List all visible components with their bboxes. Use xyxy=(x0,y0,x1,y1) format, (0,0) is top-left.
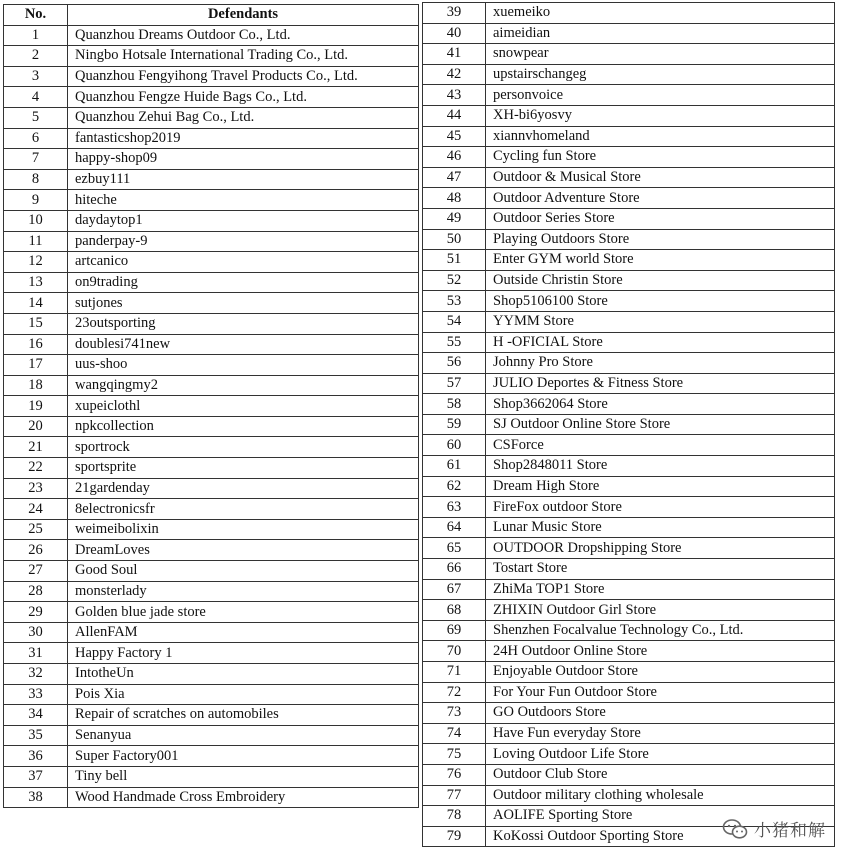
row-number: 30 xyxy=(4,622,68,643)
row-number: 60 xyxy=(423,435,486,456)
row-number: 50 xyxy=(423,229,486,250)
table-row xyxy=(4,210,419,231)
defendant-name: xiannvhomeland xyxy=(486,126,835,147)
row-number: 56 xyxy=(423,353,486,374)
table-row xyxy=(423,435,835,456)
table-row xyxy=(423,620,835,641)
defendant-name: xuemeiko xyxy=(486,3,835,24)
defendant-name: npkcollection xyxy=(68,416,419,437)
row-number: 64 xyxy=(423,517,486,538)
header-no: No. xyxy=(4,5,68,26)
table-row xyxy=(423,353,835,374)
table-row xyxy=(423,3,835,24)
defendant-name: Super Factory001 xyxy=(68,746,419,767)
defendant-name: sportrock xyxy=(68,437,419,458)
defendant-name: Outdoor Adventure Store xyxy=(486,188,835,209)
header-row xyxy=(4,5,419,26)
row-number: 18 xyxy=(4,375,68,396)
defendants-table-left xyxy=(3,4,419,808)
row-number: 67 xyxy=(423,579,486,600)
defendant-name: wangqingmy2 xyxy=(68,375,419,396)
defendant-name: Senanyua xyxy=(68,725,419,746)
defendant-name: Pois Xia xyxy=(68,684,419,705)
row-number: 10 xyxy=(4,210,68,231)
row-number: 51 xyxy=(423,250,486,271)
table-row xyxy=(423,229,835,250)
row-number: 33 xyxy=(4,684,68,705)
table-row xyxy=(4,622,419,643)
table-row xyxy=(4,107,419,128)
row-number: 23 xyxy=(4,478,68,499)
row-number: 37 xyxy=(4,766,68,787)
table-row xyxy=(423,64,835,85)
table-row xyxy=(423,559,835,580)
row-number: 52 xyxy=(423,270,486,291)
row-number: 62 xyxy=(423,476,486,497)
row-number: 59 xyxy=(423,414,486,435)
table-row xyxy=(4,787,419,808)
row-number: 11 xyxy=(4,231,68,252)
defendant-name: Outdoor military clothing wholesale xyxy=(486,785,835,806)
defendant-name: Tostart Store xyxy=(486,559,835,580)
table-row xyxy=(4,334,419,355)
row-number: 16 xyxy=(4,334,68,355)
table-row xyxy=(4,293,419,314)
table-row xyxy=(423,476,835,497)
row-number: 71 xyxy=(423,662,486,683)
defendant-name: AllenFAM xyxy=(68,622,419,643)
row-number: 22 xyxy=(4,458,68,479)
defendant-name: ZHIXIN Outdoor Girl Store xyxy=(486,600,835,621)
row-number: 15 xyxy=(4,313,68,334)
row-number: 44 xyxy=(423,105,486,126)
table-row xyxy=(4,519,419,540)
table-row xyxy=(423,126,835,147)
defendant-name: IntotheUn xyxy=(68,664,419,685)
defendant-name: Ningbo Hotsale International Trading Co., Ltd. xyxy=(68,46,419,67)
defendant-name: Enter GYM world Store xyxy=(486,250,835,271)
table-row xyxy=(4,252,419,273)
defendant-name: Lunar Music Store xyxy=(486,517,835,538)
table-row xyxy=(423,250,835,271)
table-row xyxy=(423,23,835,44)
table-row xyxy=(4,705,419,726)
table-row xyxy=(4,437,419,458)
defendant-name: Repair of scratches on automobiles xyxy=(68,705,419,726)
row-number: 40 xyxy=(423,23,486,44)
row-number: 47 xyxy=(423,167,486,188)
defendant-name: Shop3662064 Store xyxy=(486,394,835,415)
defendant-name: Shop2848011 Store xyxy=(486,456,835,477)
table-row xyxy=(4,190,419,211)
defendant-name: Outdoor Club Store xyxy=(486,764,835,785)
row-number: 61 xyxy=(423,456,486,477)
table-row xyxy=(423,311,835,332)
table-row xyxy=(4,561,419,582)
table-row xyxy=(423,497,835,518)
defendant-name: AOLIFE Sporting Store xyxy=(486,806,835,827)
table-row xyxy=(423,703,835,724)
defendant-name: Dream High Store xyxy=(486,476,835,497)
row-number: 57 xyxy=(423,373,486,394)
defendant-name: Happy Factory 1 xyxy=(68,643,419,664)
table-row xyxy=(4,540,419,561)
row-number: 12 xyxy=(4,252,68,273)
defendant-name: on9trading xyxy=(68,272,419,293)
table-row xyxy=(4,766,419,787)
watermark-text: 小猪和解 xyxy=(754,821,826,841)
defendant-name: DreamLoves xyxy=(68,540,419,561)
row-number: 27 xyxy=(4,561,68,582)
right-table-body xyxy=(423,3,835,847)
row-number: 76 xyxy=(423,764,486,785)
table-row xyxy=(4,664,419,685)
table-row xyxy=(4,313,419,334)
row-number: 24 xyxy=(4,499,68,520)
row-number: 21 xyxy=(4,437,68,458)
table-row xyxy=(423,785,835,806)
row-number: 78 xyxy=(423,806,486,827)
row-number: 69 xyxy=(423,620,486,641)
row-number: 3 xyxy=(4,66,68,87)
row-number: 63 xyxy=(423,497,486,518)
table-row xyxy=(423,188,835,209)
defendant-name: happy-shop09 xyxy=(68,149,419,170)
defendant-name: upstairschangeg xyxy=(486,64,835,85)
row-number: 72 xyxy=(423,682,486,703)
table-row xyxy=(4,66,419,87)
table-row xyxy=(423,682,835,703)
defendant-name: aimeidian xyxy=(486,23,835,44)
defendant-name: Quanzhou Zehui Bag Co., Ltd. xyxy=(68,107,419,128)
row-number: 25 xyxy=(4,519,68,540)
row-number: 65 xyxy=(423,538,486,559)
defendant-name: OUTDOOR Dropshipping Store xyxy=(486,538,835,559)
defendants-table-right xyxy=(422,2,835,847)
defendant-name: sutjones xyxy=(68,293,419,314)
table-row xyxy=(4,478,419,499)
defendant-name: 24H Outdoor Online Store xyxy=(486,641,835,662)
table-row xyxy=(423,394,835,415)
table-row xyxy=(4,684,419,705)
row-number: 70 xyxy=(423,641,486,662)
row-number: 42 xyxy=(423,64,486,85)
defendant-name: Playing Outdoors Store xyxy=(486,229,835,250)
row-number: 2 xyxy=(4,46,68,67)
table-row xyxy=(4,581,419,602)
defendant-name: monsterlady xyxy=(68,581,419,602)
table-row xyxy=(4,725,419,746)
table-row xyxy=(4,25,419,46)
defendant-name: YYMM Store xyxy=(486,311,835,332)
row-number: 29 xyxy=(4,602,68,623)
table-row xyxy=(4,128,419,149)
defendant-name: hiteche xyxy=(68,190,419,211)
row-number: 55 xyxy=(423,332,486,353)
row-number: 53 xyxy=(423,291,486,312)
table-row xyxy=(4,46,419,67)
row-number: 77 xyxy=(423,785,486,806)
defendant-name: Outside Christin Store xyxy=(486,270,835,291)
table-row xyxy=(423,270,835,291)
defendant-name: For Your Fun Outdoor Store xyxy=(486,682,835,703)
table-row xyxy=(423,373,835,394)
table-row xyxy=(423,517,835,538)
defendant-name: 21gardenday xyxy=(68,478,419,499)
defendant-name: xupeiclothl xyxy=(68,396,419,417)
row-number: 39 xyxy=(423,3,486,24)
row-number: 13 xyxy=(4,272,68,293)
table-row xyxy=(4,231,419,252)
defendant-name: snowpear xyxy=(486,44,835,65)
row-number: 8 xyxy=(4,169,68,190)
row-number: 20 xyxy=(4,416,68,437)
left-table-body xyxy=(4,25,419,808)
defendant-name: Quanzhou Fengyihong Travel Products Co., Ltd. xyxy=(68,66,419,87)
defendant-name: ZhiMa TOP1 Store xyxy=(486,579,835,600)
defendant-name: daydaytop1 xyxy=(68,210,419,231)
table-row xyxy=(4,746,419,767)
defendant-name: GO Outdoors Store xyxy=(486,703,835,724)
row-number: 73 xyxy=(423,703,486,724)
defendant-name: Quanzhou Dreams Outdoor Co., Ltd. xyxy=(68,25,419,46)
row-number: 19 xyxy=(4,396,68,417)
wechat-icon xyxy=(722,818,748,840)
row-number: 36 xyxy=(4,746,68,767)
defendant-name: artcanico xyxy=(68,252,419,273)
table-row xyxy=(423,332,835,353)
table-row xyxy=(4,272,419,293)
table-row xyxy=(4,149,419,170)
defendant-name: fantasticshop2019 xyxy=(68,128,419,149)
row-number: 49 xyxy=(423,208,486,229)
row-number: 79 xyxy=(423,826,486,847)
defendant-name: weimeibolixin xyxy=(68,519,419,540)
row-number: 7 xyxy=(4,149,68,170)
row-number: 14 xyxy=(4,293,68,314)
defendant-name: personvoice xyxy=(486,85,835,106)
table-row xyxy=(423,744,835,765)
table-row xyxy=(423,147,835,168)
table-row xyxy=(4,87,419,108)
defendant-name: Cycling fun Store xyxy=(486,147,835,168)
defendant-name: Enjoyable Outdoor Store xyxy=(486,662,835,683)
row-number: 31 xyxy=(4,643,68,664)
table-row xyxy=(423,414,835,435)
row-number: 32 xyxy=(4,664,68,685)
defendant-name: Outdoor & Musical Store xyxy=(486,167,835,188)
defendant-name: ezbuy111 xyxy=(68,169,419,190)
table-row xyxy=(423,105,835,126)
defendant-name: H -OFICIAL Store xyxy=(486,332,835,353)
row-number: 9 xyxy=(4,190,68,211)
table-row xyxy=(423,764,835,785)
row-number: 38 xyxy=(4,787,68,808)
watermark xyxy=(722,816,826,841)
defendant-name: KoKossi Outdoor Sporting Store xyxy=(486,826,835,847)
row-number: 5 xyxy=(4,107,68,128)
table-row xyxy=(423,662,835,683)
table-row xyxy=(423,167,835,188)
table-row xyxy=(4,396,419,417)
table-row xyxy=(423,208,835,229)
row-number: 68 xyxy=(423,600,486,621)
table-row xyxy=(423,456,835,477)
row-number: 6 xyxy=(4,128,68,149)
row-number: 41 xyxy=(423,44,486,65)
row-number: 74 xyxy=(423,723,486,744)
row-number: 66 xyxy=(423,559,486,580)
row-number: 34 xyxy=(4,705,68,726)
row-number: 1 xyxy=(4,25,68,46)
row-number: 28 xyxy=(4,581,68,602)
defendant-name: FireFox outdoor Store xyxy=(486,497,835,518)
defendant-name: Loving Outdoor Life Store xyxy=(486,744,835,765)
table-row xyxy=(423,85,835,106)
defendant-name: uus-shoo xyxy=(68,355,419,376)
table-row xyxy=(4,169,419,190)
defendant-name: SJ Outdoor Online Store Store xyxy=(486,414,835,435)
table-row xyxy=(4,643,419,664)
table-row xyxy=(423,600,835,621)
defendant-name: Shop5106100 Store xyxy=(486,291,835,312)
table-row xyxy=(4,416,419,437)
defendant-name: Outdoor Series Store xyxy=(486,208,835,229)
table-row xyxy=(4,602,419,623)
row-number: 75 xyxy=(423,744,486,765)
table-row xyxy=(423,291,835,312)
defendant-name: Johnny Pro Store xyxy=(486,353,835,374)
defendant-name: sportsprite xyxy=(68,458,419,479)
row-number: 26 xyxy=(4,540,68,561)
table-row xyxy=(4,375,419,396)
defendant-name: XH-bi6yosvy xyxy=(486,105,835,126)
defendant-name: Good Soul xyxy=(68,561,419,582)
row-number: 54 xyxy=(423,311,486,332)
row-number: 48 xyxy=(423,188,486,209)
defendant-name: panderpay-9 xyxy=(68,231,419,252)
defendant-name: JULIO Deportes & Fitness Store xyxy=(486,373,835,394)
defendant-name: doublesi741new xyxy=(68,334,419,355)
row-number: 46 xyxy=(423,147,486,168)
defendant-name: Wood Handmade Cross Embroidery xyxy=(68,787,419,808)
defendant-name: Tiny bell xyxy=(68,766,419,787)
defendant-name: Golden blue jade store xyxy=(68,602,419,623)
row-number: 45 xyxy=(423,126,486,147)
table-row xyxy=(4,458,419,479)
table-row xyxy=(423,538,835,559)
table-row xyxy=(4,499,419,520)
defendant-name: CSForce xyxy=(486,435,835,456)
row-number: 43 xyxy=(423,85,486,106)
defendant-name: 23outsporting xyxy=(68,313,419,334)
defendant-name: Have Fun everyday Store xyxy=(486,723,835,744)
table-row xyxy=(4,355,419,376)
header-defendants: Defendants xyxy=(68,5,419,26)
table-row xyxy=(423,579,835,600)
row-number: 4 xyxy=(4,87,68,108)
table-row xyxy=(423,723,835,744)
row-number: 58 xyxy=(423,394,486,415)
defendant-name: Shenzhen Focalvalue Technology Co., Ltd. xyxy=(486,620,835,641)
defendant-name: Quanzhou Fengze Huide Bags Co., Ltd. xyxy=(68,87,419,108)
defendant-name: 8electronicsfr xyxy=(68,499,419,520)
row-number: 35 xyxy=(4,725,68,746)
table-row xyxy=(423,641,835,662)
table-row xyxy=(423,44,835,65)
row-number: 17 xyxy=(4,355,68,376)
